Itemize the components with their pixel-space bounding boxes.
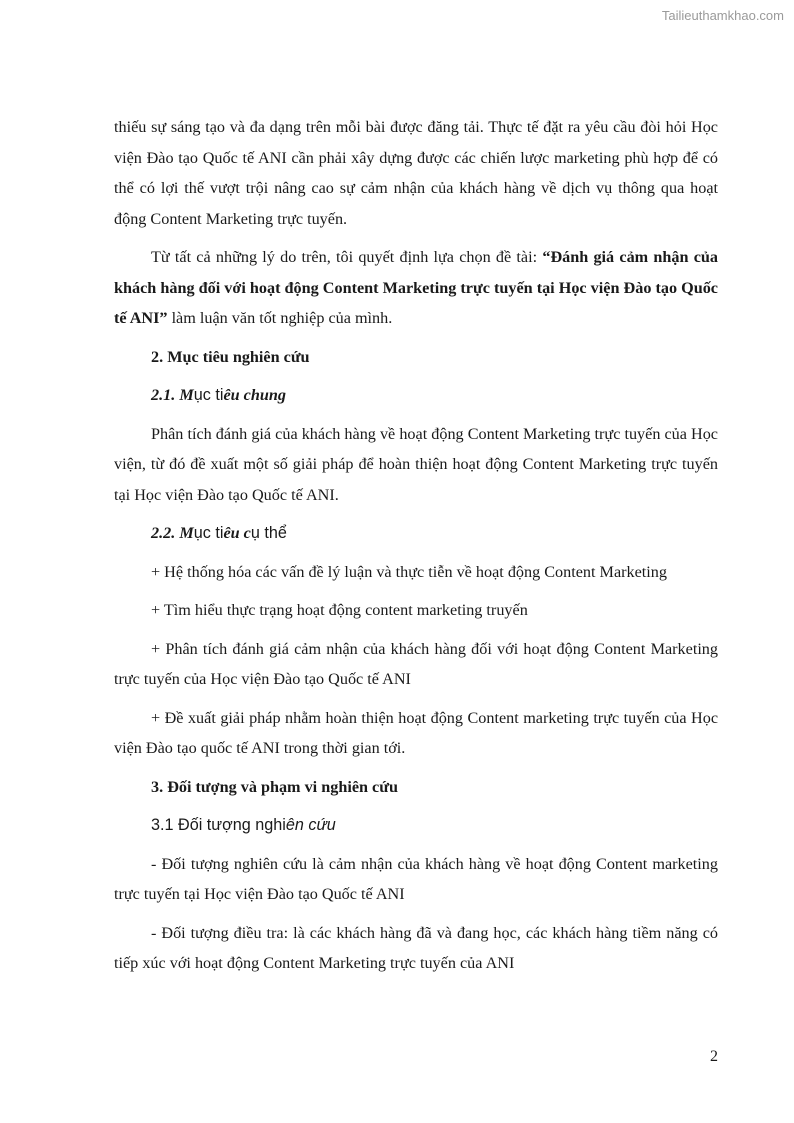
paragraph-intro-continued: thiếu sự sáng tạo và đa dạng trên mỗi bài được đăng tải. Thực tế đặt ra yêu cầu đòi hỏi Học viện Đào tạo Quốc tế ANI cần phải xây dựng được các chiến lược marketing phù hợp để có thể có lợi thế vượt trội nâng cao sự cảm nhận của khách hàng về dịch vụ thông qua hoạt động Content Marketing trực tuyến.: [114, 118, 718, 228]
heading-part: ên cứu: [285, 816, 336, 834]
page-number: 2: [710, 1048, 718, 1065]
heading-part: ục ti: [193, 524, 224, 542]
heading-research-subject: [114, 810, 718, 841]
heading-general-objective: [114, 380, 718, 411]
objective-item-1: + Hệ thống hóa các vấn đề lý luận và thực tiễn về hoạt động Content Marketing: [151, 562, 667, 581]
heading-specific-objectives: [114, 518, 718, 549]
heading-part: êu c: [223, 524, 251, 542]
heading-part: êu chung: [223, 386, 286, 404]
objective-item-3: + Phân tích đánh giá cảm nhận của khách hàng đối với hoạt động Content Marketing trực tuyến của Học viện Đào tạo Quốc tế ANI: [114, 639, 718, 688]
topic-tail-text: làm luận văn tốt nghiệp của mình.: [167, 309, 393, 327]
paragraph-topic-choice: [114, 242, 718, 334]
objective-item-2: + Tìm hiểu thực trạng hoạt động content marketing truyến: [151, 601, 528, 619]
paragraph-general-objective: Phân tích đánh giá của khách hàng về hoạt động Content Marketing trực tuyến của Học viện, từ đó đề xuất một số giải pháp để hoàn thiện hoạt động Content Marketing trực tuyến tại Học viện Đào tạo Quốc tế ANI.: [114, 424, 718, 504]
heading-part: ụ thể: [250, 524, 287, 542]
heading-subject-scope: 3. Đối tượng và phạm vi nghiên cứu: [151, 777, 398, 796]
objective-item-4: + Đề xuất giải pháp nhằm hoàn thiện hoạt động Content marketing trực tuyến của Học viện Đào tạo quốc tế ANI trong thời gian tới.: [114, 708, 718, 757]
heading-part: 2.2. M: [151, 524, 194, 542]
document-body: [114, 112, 718, 979]
watermark: Tailieuthamkhao.com: [661, 8, 784, 23]
heading-part: 2.1. M: [151, 386, 194, 404]
subject-item-1: - Đối tượng nghiên cứu là cảm nhận của khách hàng về hoạt động Content marketing trực tuyến tại Học viện Đào tạo Quốc tế ANI: [114, 854, 718, 903]
subject-item-2: - Đối tượng điều tra: là các khách hàng đã và đang học, các khách hàng tiềm năng có tiếp xúc với hoạt động Content Marketing trực tuyến của ANI: [114, 923, 718, 972]
heading-research-objectives: 2. Mục tiêu nghiên cứu: [151, 347, 310, 366]
heading-part: ục ti: [193, 386, 224, 404]
heading-part: 3.1 Đối tượng nghi: [151, 816, 286, 834]
topic-title: “Đánh giá cảm nhận của khách hàng đối với hoạt động Content Marketing trực tuyến tại Học viện Đào tạo Quốc tế ANI”: [114, 248, 718, 327]
topic-lead-text: Từ tất cả những lý do trên, tôi quyết định lựa chọn đề tài:: [151, 248, 543, 266]
